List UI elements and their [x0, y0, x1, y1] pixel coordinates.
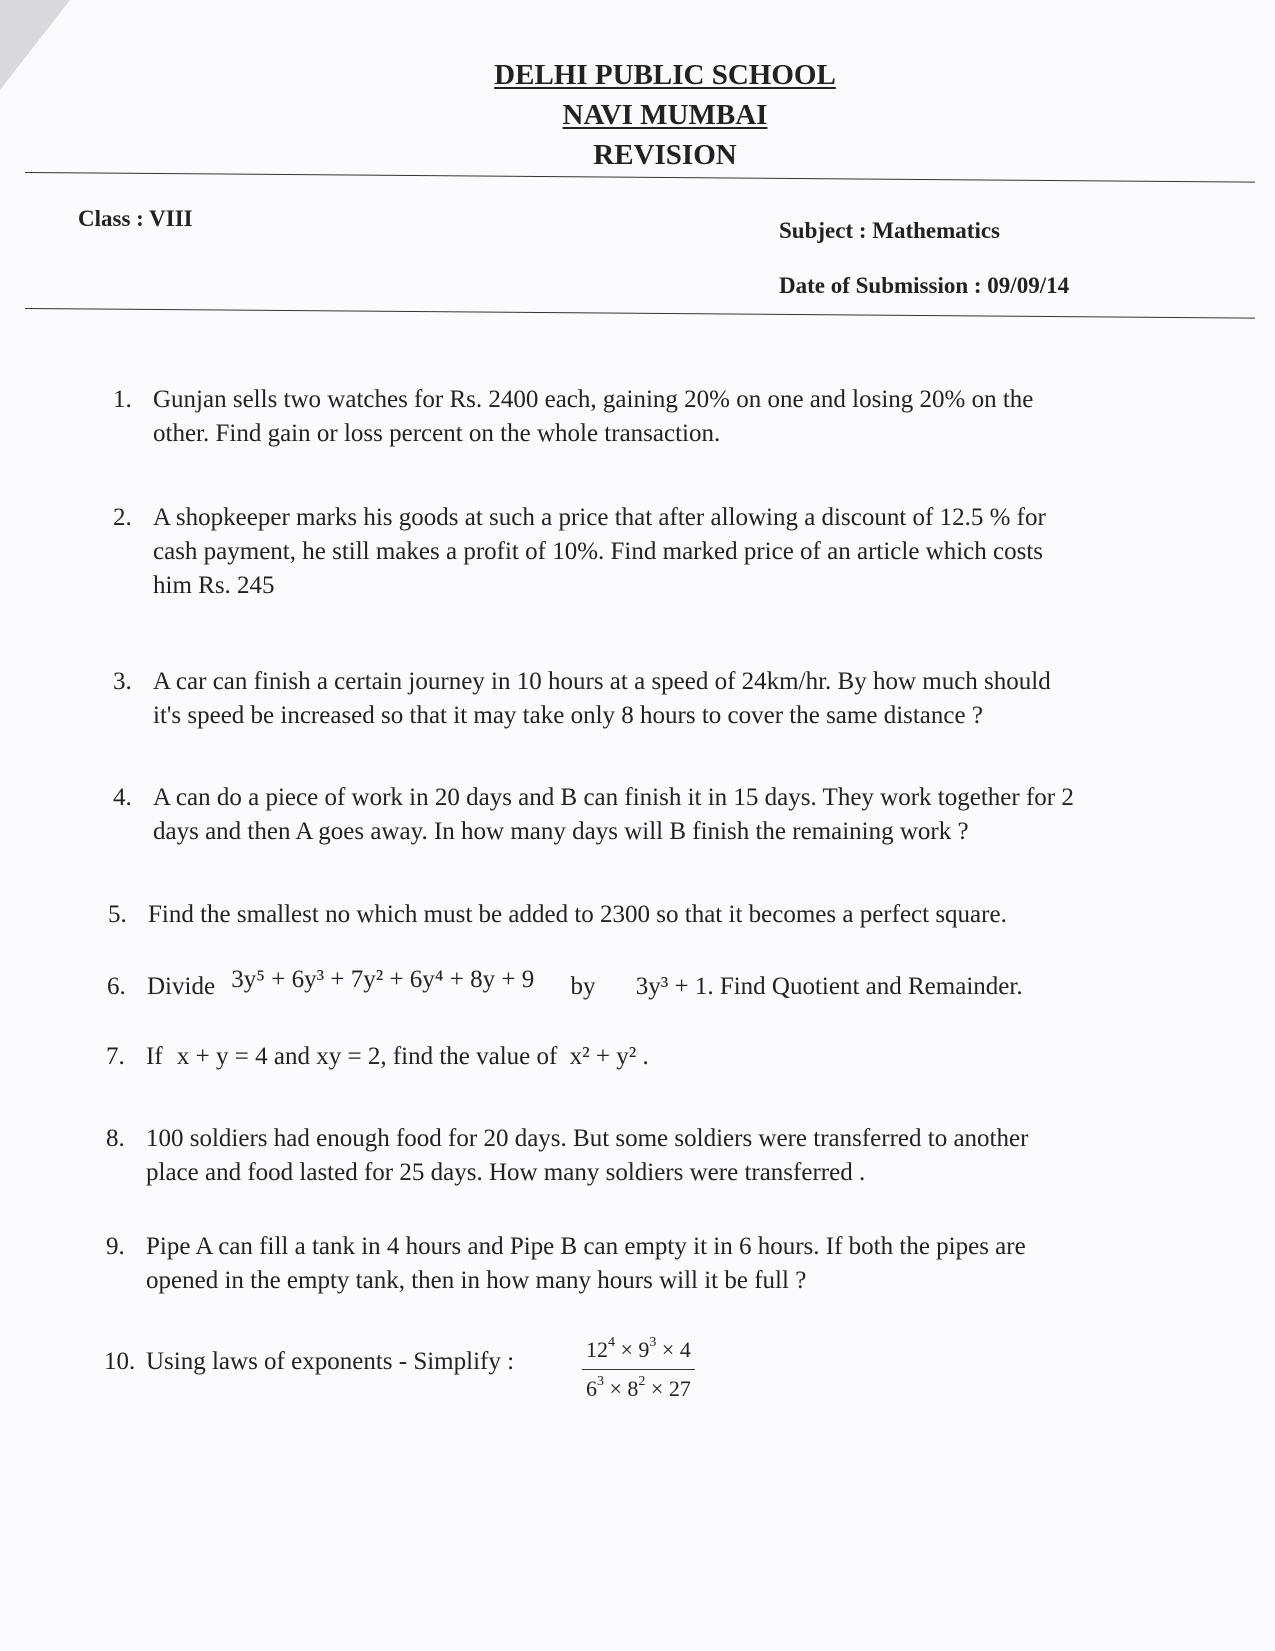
question-number: 3.	[113, 668, 132, 695]
fraction-denominator: $6^3 \times 8^2 \times 27$	[586, 1374, 691, 1401]
divisor-expression: 3y³ + 1.	[635, 973, 714, 1000]
question-4	[113, 781, 1074, 849]
if-word: If	[146, 1043, 163, 1070]
question-2	[113, 501, 1046, 603]
question-number: 4.	[113, 784, 132, 811]
question-5	[108, 898, 1007, 932]
question-text: find the value of	[392, 1043, 558, 1070]
dividend-expression: 3y⁵ + 6y³ + 7y² + 6y⁴ + 8y + 9	[231, 966, 535, 993]
question-text-line: Find the smallest no which must be added to 2300 so that it becomes a perfect square.	[148, 901, 1007, 928]
and-word: and	[273, 1043, 310, 1070]
equation-sum: x + y = 4	[176, 1043, 268, 1070]
question-number: 8.	[106, 1125, 125, 1152]
question-text-line: days and then A goes away. In how many days will B finish the remaining work ?	[153, 818, 969, 845]
question-text-line: opened in the empty tank, then in how many hours will it be full ?	[146, 1267, 807, 1294]
question-1	[113, 383, 1034, 451]
submission-date: Date of Submission : 09/09/14	[779, 273, 1070, 298]
question-text-line: A can do a piece of work in 20 days and B can finish it in 15 days. They work together for 2	[153, 784, 1074, 811]
question-text: Find Quotient and Remainder.	[719, 973, 1023, 1000]
question-number: 6.	[107, 973, 126, 1000]
bottom-rule	[25, 308, 1255, 319]
document-header	[0, 55, 1275, 175]
question-9	[106, 1230, 1026, 1298]
question-text-line: it's speed be increased so that it may take only 8 hours to cover the same distance ?	[153, 702, 983, 729]
question-10	[104, 1345, 515, 1379]
question-number: 1.	[113, 386, 132, 413]
question-number: 9.	[106, 1233, 125, 1260]
class-label: Class : VIII	[78, 206, 193, 231]
question-text: Using laws of exponents - Simplify :	[146, 1348, 515, 1375]
question-text-line: other. Find gain or loss percent on the whole transaction.	[153, 420, 721, 447]
question-text-line: A shopkeeper marks his goods at such a price that after allowing a discount of 12.5 % for	[153, 504, 1046, 531]
question-6	[107, 966, 1023, 1004]
question-3	[113, 665, 1051, 733]
target-expression: x² + y² .	[569, 1043, 649, 1070]
question-text-line: A car can finish a certain journey in 10 hours at a speed of 24km/hr. By how much should	[153, 668, 1051, 695]
school-name: DELHI PUBLIC SCHOOL	[494, 59, 836, 91]
document-title: REVISION	[593, 139, 737, 171]
school-location: NAVI MUMBAI	[562, 99, 768, 131]
fraction-numerator: $12^4 \times 9^3 \times 4$	[586, 1335, 691, 1362]
question-number: 7.	[106, 1043, 125, 1070]
question-number: 5.	[108, 901, 127, 928]
equation-product: xy = 2,	[316, 1043, 387, 1070]
question-text-line: 100 soldiers had enough food for 20 days. But some soldiers were transferred to another	[146, 1125, 1029, 1152]
question-8	[106, 1122, 1029, 1190]
fraction-bar	[582, 1369, 695, 1370]
question-text-line: Gunjan sells two watches for Rs. 2400 each, gaining 20% on one and losing 20% on the	[153, 386, 1034, 413]
question-7	[106, 1040, 649, 1074]
question-text-line: Pipe A can fill a tank in 4 hours and Pipe B can empty it in 6 hours. If both the pipes are	[146, 1233, 1026, 1260]
divide-word: Divide	[147, 973, 216, 1000]
question-text-line: him Rs. 245	[153, 572, 275, 599]
question-number: 2.	[113, 504, 132, 531]
by-word: by	[570, 973, 596, 1000]
question-text-line: place and food lasted for 25 days. How many soldiers were transferred .	[146, 1159, 866, 1186]
question-text-line: cash payment, he still makes a profit of 10%. Find marked price of an article which costs	[153, 538, 1044, 565]
question-number: 10.	[104, 1348, 136, 1375]
simplify-fraction	[582, 1335, 695, 1402]
subject-label: Subject : Mathematics	[779, 218, 1001, 243]
